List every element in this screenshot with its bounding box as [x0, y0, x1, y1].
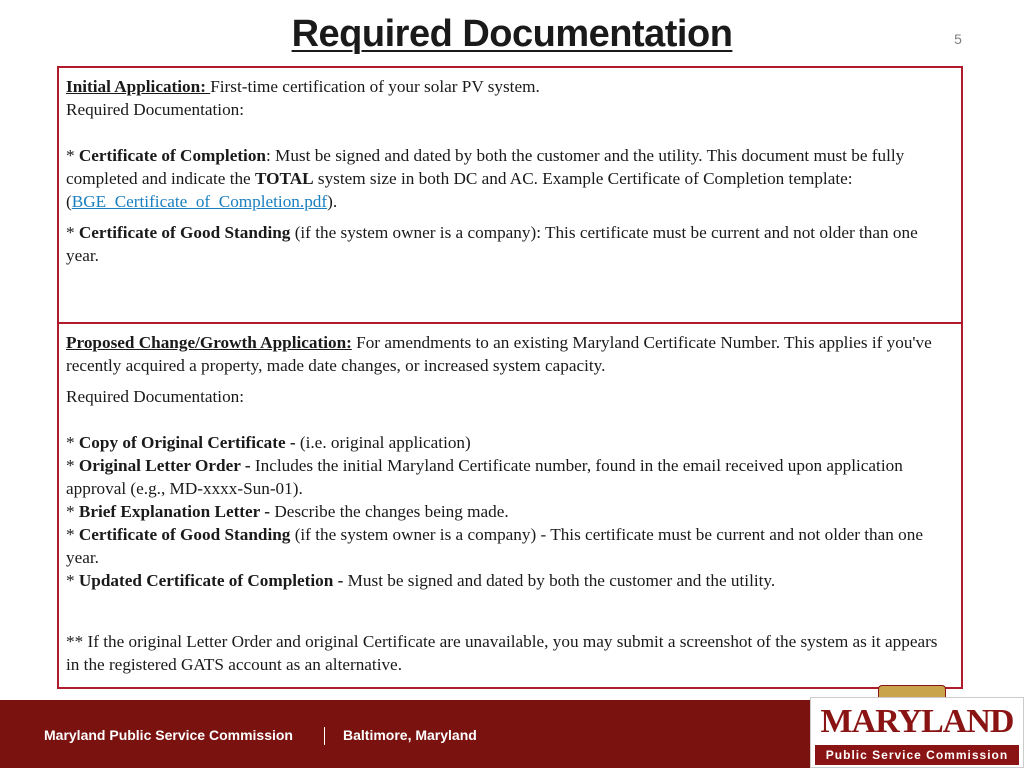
initial-heading: Initial Application: — [66, 77, 211, 96]
list-item: * Certificate of Good Standing (if the system owner is a company) - This certificate must be current and not older than one year. — [66, 525, 923, 567]
logo-subtitle: Public Service Commission — [815, 745, 1019, 765]
proposed-req-label: Required Documentation: — [66, 387, 245, 406]
logo-name: MARYLAND — [815, 702, 1019, 742]
list-item: * Copy of Original Certificate - (i.e. original application) — [66, 433, 471, 452]
footer-location: Baltimore, Maryland — [343, 727, 477, 743]
list-item: * Certificate of Good Standing (if the system owner is a company): This certificate must be current and not older than one year. — [66, 223, 918, 265]
slide-number: 5 — [954, 31, 962, 47]
proposed-change-box — [57, 322, 963, 689]
list-item: * Updated Certificate of Completion - Must be signed and dated by both the customer and the utility. — [66, 571, 776, 590]
list-item: * Brief Explanation Letter - Describe the changes being made. — [66, 502, 509, 521]
list-item: * Original Letter Order - Includes the initial Maryland Certificate number, found in the email received upon application approval (e.g., MD-xxxx-Sun-01). — [66, 456, 903, 498]
psc-logo — [810, 697, 1024, 768]
proposed-heading: Proposed Change/Growth Application: — [66, 333, 352, 352]
initial-application-box — [57, 66, 963, 324]
footer-divider — [324, 727, 325, 745]
initial-intro: Initial Application: First-time certification of your solar PV system. — [66, 77, 540, 96]
certificate-pdf-link[interactable]: BGE_Certificate_of_Completion.pdf — [71, 192, 328, 211]
list-item: * Certificate of Completion: Must be signed and dated by both the customer and the utility. This document must be fully completed and indicate the TOTAL system size in both DC and AC. Example Certificate of Completion template: (BGE_Certificate_of_Completion.pdf). — [66, 146, 905, 211]
footer-org: Maryland Public Service Commission — [44, 727, 293, 743]
initial-req-label: Required Documentation: — [66, 100, 245, 119]
page-title: Required Documentation — [291, 13, 733, 55]
gats-note: ** If the original Letter Order and original Certificate are unavailable, you may submit a screenshot of the system as it appears in the registered GATS account as an alternative. — [66, 632, 938, 674]
proposed-intro: Proposed Change/Growth Application: For amendments to an existing Maryland Certificate Number. This applies if you've recently acquired a property, made date changes, or increased system capacity. — [66, 333, 932, 375]
